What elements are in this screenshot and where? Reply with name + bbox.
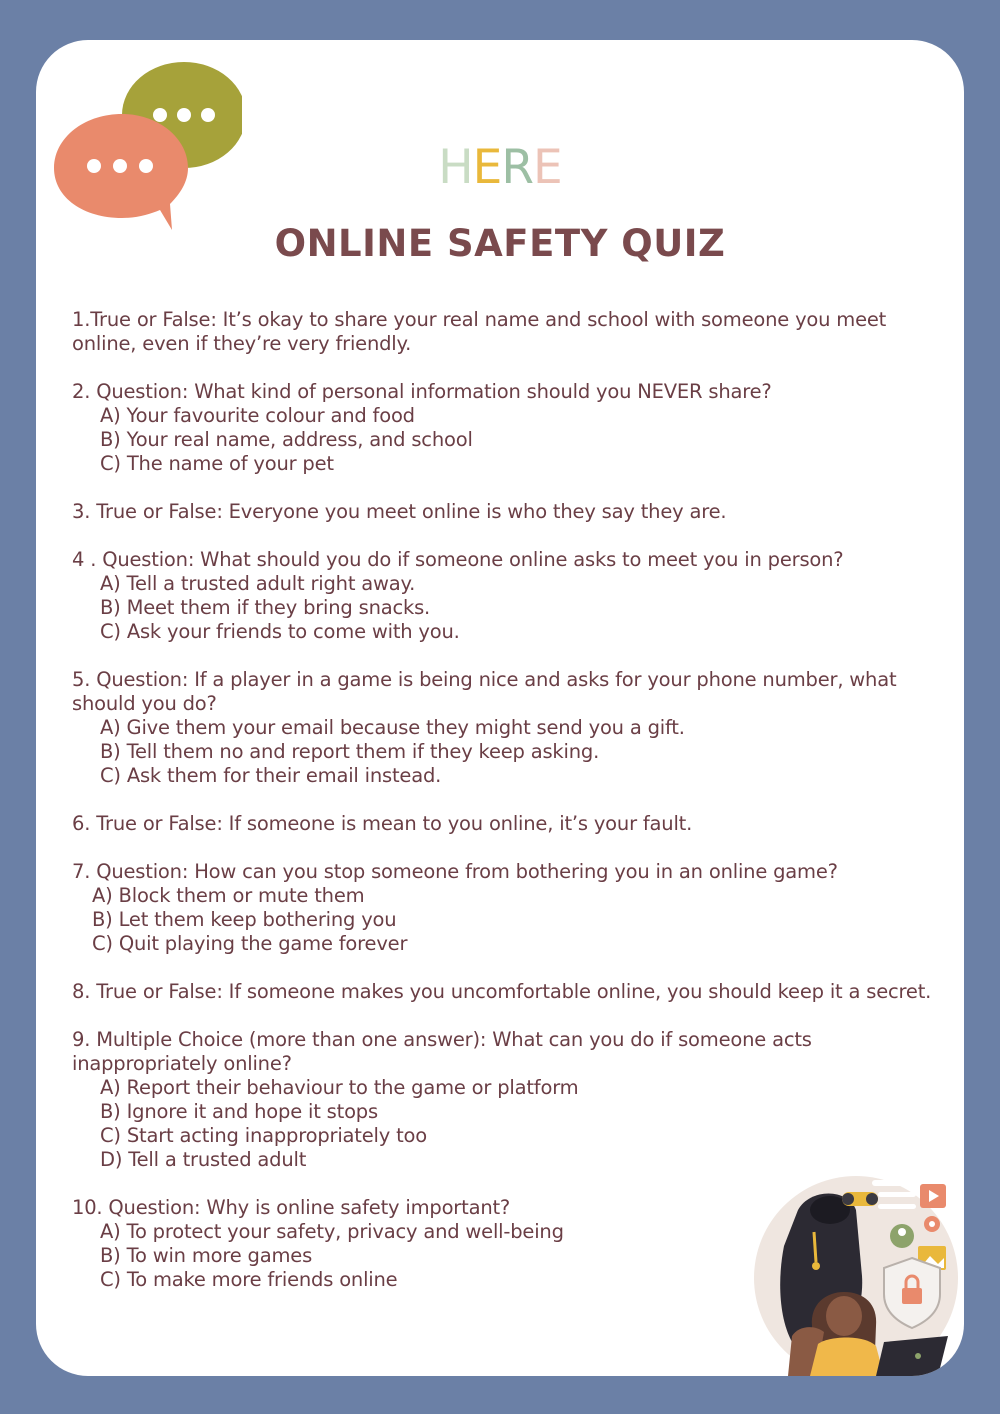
- answer-option: B) Ignore it and hope it stops: [100, 1100, 378, 1123]
- here-letter: E: [472, 140, 502, 195]
- question-text: 9. Multiple Choice (more than one answer): What can you do if someone acts inappropriately online?: [72, 1028, 812, 1075]
- question-text: 5. Question: If a player in a game is being nice and asks for your phone number, what should you do?: [72, 668, 897, 715]
- answer-option: B) Your real name, address, and school: [100, 428, 473, 451]
- here-letter: R: [501, 140, 533, 195]
- answer-option: C) Ask your friends to come with you.: [100, 620, 460, 643]
- answer-option: C) To make more friends online: [100, 1268, 398, 1291]
- question-text: 4 . Question: What should you do if someone online asks to meet you in person?: [72, 548, 844, 571]
- quiz-question: [72, 812, 942, 836]
- quiz-question: [72, 548, 942, 644]
- answer-option: A) Block them or mute them: [92, 884, 365, 907]
- answer-option: C) Start acting inappropriately too: [100, 1124, 427, 1147]
- page-card: [36, 40, 964, 1376]
- quiz-question: [72, 860, 942, 956]
- answer-option: A) Give them your email because they might send you a gift.: [100, 716, 685, 739]
- answer-option: A) To protect your safety, privacy and well-being: [100, 1220, 564, 1243]
- quiz-list: [72, 308, 942, 1316]
- quiz-question: [72, 668, 942, 788]
- question-text: 7. Question: How can you stop someone from bothering you in an online game?: [72, 860, 838, 883]
- quiz-question: [72, 380, 942, 476]
- answer-option: B) Tell them no and report them if they keep asking.: [100, 740, 600, 763]
- answer-option: C) Quit playing the game forever: [92, 932, 408, 955]
- question-text: 10. Question: Why is online safety important?: [72, 1196, 511, 1219]
- answer-option: A) Report their behaviour to the game or platform: [100, 1076, 579, 1099]
- quiz-question: [72, 980, 942, 1004]
- answer-option: A) Tell a trusted adult right away.: [100, 572, 416, 595]
- here-heading: [36, 140, 964, 195]
- online-safety-illustration-icon: [752, 1166, 964, 1376]
- question-text: 2. Question: What kind of personal information should you NEVER share?: [72, 380, 772, 403]
- question-text: 3. True or False: Everyone you meet online is who they say they are.: [72, 500, 727, 523]
- answer-option: B) Let them keep bothering you: [92, 908, 397, 931]
- answer-option: D) Tell a trusted adult: [100, 1148, 307, 1171]
- quiz-question: [72, 308, 942, 356]
- here-letter: H: [438, 140, 473, 195]
- answer-option: A) Your favourite colour and food: [100, 404, 415, 427]
- quiz-question: [72, 500, 942, 524]
- question-text: 8. True or False: If someone makes you uncomfortable online, you should keep it a secret.: [72, 980, 932, 1003]
- answer-option: B) To win more games: [100, 1244, 313, 1267]
- page-title: ONLINE SAFETY QUIZ: [274, 222, 726, 265]
- answer-option: C) Ask them for their email instead.: [100, 764, 442, 787]
- question-text: 1.True or False: It’s okay to share your real name and school with someone you meet online, even if they’re very friendly.: [72, 308, 887, 355]
- here-letter: E: [533, 140, 562, 195]
- question-text: 6. True or False: If someone is mean to you online, it’s your fault.: [72, 812, 693, 835]
- answer-option: C) The name of your pet: [100, 452, 334, 475]
- quiz-question: [72, 1028, 942, 1172]
- answer-option: B) Meet them if they bring snacks.: [100, 596, 431, 619]
